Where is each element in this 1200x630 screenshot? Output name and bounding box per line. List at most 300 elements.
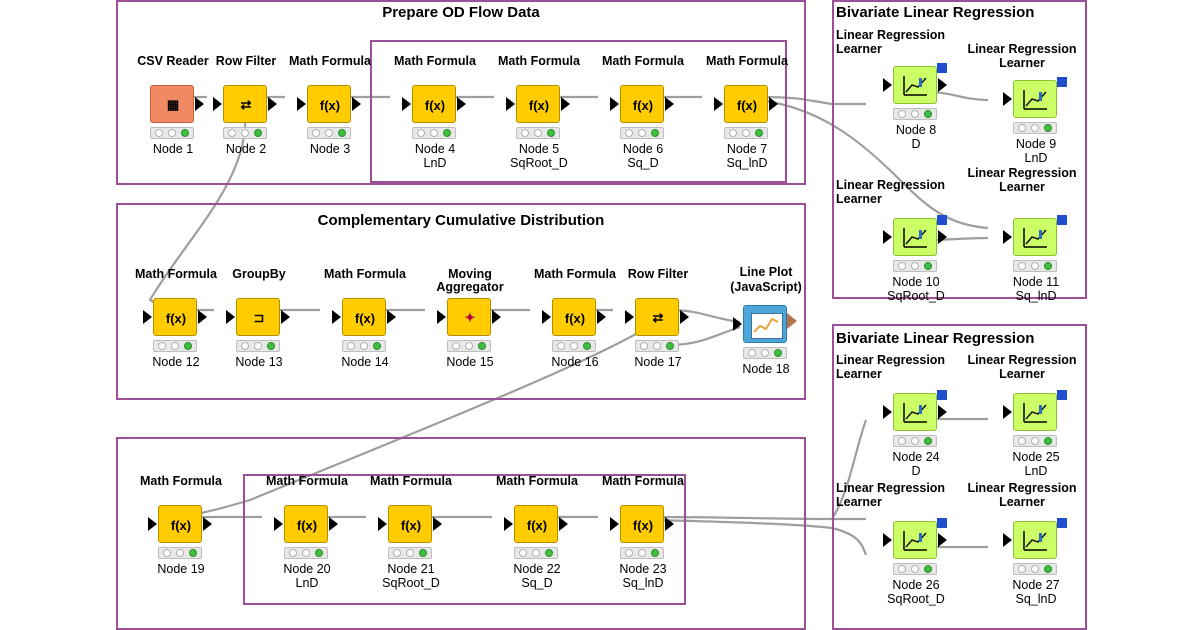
input-port[interactable] (143, 310, 152, 324)
status-dot-warn (176, 549, 184, 557)
node-status (635, 340, 679, 352)
node-id-text: Node 9 (1015, 137, 1057, 151)
status-dot-ok (1044, 565, 1052, 573)
node-annotation: Sq_lnD (726, 156, 768, 170)
status-dot-warn (911, 110, 919, 118)
status-dot-warn (254, 342, 262, 350)
math-formula-icon (552, 298, 596, 336)
node-id-text: Node 23 (619, 562, 667, 576)
status-dot-idle (155, 129, 163, 137)
node-annotation: LnD (423, 156, 447, 170)
input-port[interactable] (714, 97, 723, 111)
status-dot-ok (254, 129, 262, 137)
input-port[interactable] (883, 405, 892, 419)
math-formula-glyph: f(x) (170, 517, 192, 533)
status-dot-ok (1044, 262, 1052, 270)
output-port[interactable] (195, 97, 204, 111)
row-filter-glyph: ⇄ (652, 310, 664, 325)
output-port[interactable] (203, 517, 212, 531)
math-formula-glyph: f(x) (319, 97, 341, 113)
node-annotation: SqRoot_D (887, 289, 945, 303)
linear-regression-learner-icon (1013, 218, 1057, 256)
node-id-text: Node 15 (446, 355, 494, 369)
node-type-label: Line Plot (JavaScript) (730, 265, 802, 294)
status-dot-idle (625, 129, 633, 137)
node-id-text: Node 6 (622, 142, 664, 156)
input-port[interactable] (883, 78, 892, 92)
node-type-label: Math Formula (534, 267, 616, 281)
line-plot-chart-glyph (751, 313, 783, 339)
node-annotation: LnD (1024, 151, 1048, 165)
node-id-text: Node 2 (225, 142, 267, 156)
regression-glyph (1023, 402, 1049, 424)
node-annotation: D (911, 464, 921, 478)
node-annotation: LnD (295, 576, 319, 590)
status-dot-idle (312, 129, 320, 137)
node-type-label: Math Formula (496, 474, 578, 488)
input-port[interactable] (542, 310, 551, 324)
status-dot-warn (653, 342, 661, 350)
status-dot-idle (1018, 565, 1026, 573)
node-id-text: Node 7 (726, 142, 768, 156)
output-port[interactable] (559, 517, 568, 531)
node-annotation: Sq_D (521, 576, 553, 590)
output-port[interactable] (198, 310, 207, 324)
node-annotation: LnD (1024, 464, 1048, 478)
row-filter-icon (635, 298, 679, 336)
status-dot-ok (443, 129, 451, 137)
output-port[interactable] (938, 230, 947, 244)
output-port[interactable] (492, 310, 501, 324)
status-dot-ok (478, 342, 486, 350)
node-type-label: Linear Regression Learner (836, 481, 946, 509)
model-output-port[interactable] (937, 518, 947, 528)
node-type-label: Math Formula (266, 474, 348, 488)
input-port[interactable] (437, 310, 446, 324)
regression-glyph (1023, 227, 1049, 249)
node-type-label: Math Formula (324, 267, 406, 281)
status-dot-warn (171, 342, 179, 350)
node-type-label: Linear Regression Learner (836, 353, 946, 381)
status-dot-idle (521, 129, 529, 137)
status-dot-idle (729, 129, 737, 137)
input-port[interactable] (883, 230, 892, 244)
model-output-port[interactable] (937, 63, 947, 73)
node-type-label: Math Formula (135, 267, 217, 281)
node-id-label (682, 142, 812, 170)
status-dot-warn (570, 342, 578, 350)
output-port[interactable] (665, 517, 674, 531)
group-title-bivariate-linear-regression-top: Bivariate Linear Regression (836, 4, 1035, 21)
line-plot-svg (752, 314, 780, 336)
node-id-label (116, 562, 246, 576)
math-formula-glyph: f(x) (526, 517, 548, 533)
math-formula-glyph: f(x) (528, 97, 550, 113)
moving-aggregator-glyph: ✦ (464, 310, 476, 325)
node-type-label: Linear Regression Learner (967, 481, 1077, 509)
node-type-label: Row Filter (215, 54, 277, 68)
node-id-text: Node 17 (634, 355, 682, 369)
math-formula-icon (388, 505, 432, 543)
node-id-text: Node 10 (892, 275, 940, 289)
status-dot-warn (302, 549, 310, 557)
math-formula-glyph: f(x) (400, 517, 422, 533)
math-formula-icon (342, 298, 386, 336)
output-port[interactable] (938, 78, 947, 92)
status-dot-ok (419, 549, 427, 557)
math-formula-glyph: f(x) (354, 310, 376, 326)
input-port[interactable] (402, 97, 411, 111)
regression-glyph (903, 402, 929, 424)
status-dot-ok (545, 549, 553, 557)
math-formula-glyph: f(x) (165, 310, 187, 326)
status-dot-warn (638, 129, 646, 137)
node-id-text: Node 19 (157, 562, 205, 576)
status-dot-ok (267, 342, 275, 350)
math-formula-glyph: f(x) (736, 97, 758, 113)
node-status (447, 340, 491, 352)
node-status (150, 127, 194, 139)
regression-glyph (1023, 530, 1049, 552)
status-dot-idle (417, 129, 425, 137)
node-status (1013, 260, 1057, 272)
linear-regression-learner-icon (893, 393, 937, 431)
status-dot-ok (666, 342, 674, 350)
status-dot-ok (547, 129, 555, 137)
node-status (893, 108, 937, 120)
status-dot-warn (1031, 124, 1039, 132)
regression-glyph (903, 227, 929, 249)
model-output-port[interactable] (937, 215, 947, 225)
status-dot-ok (181, 129, 189, 137)
node-type-label: Math Formula (706, 54, 788, 68)
input-port[interactable] (297, 97, 306, 111)
node-status (1013, 122, 1057, 134)
status-dot-ok (184, 342, 192, 350)
status-dot-idle (898, 565, 906, 573)
node-status (620, 547, 664, 559)
input-port[interactable] (226, 310, 235, 324)
node-type-label: Linear Regression Learner (967, 353, 1077, 381)
status-dot-warn (1031, 565, 1039, 573)
node-status (724, 127, 768, 139)
status-dot-idle (898, 262, 906, 270)
status-dot-ok (1044, 124, 1052, 132)
regression-glyph (1023, 89, 1049, 111)
node-id-text: Node 3 (309, 142, 351, 156)
output-port[interactable] (938, 405, 947, 419)
node-type-label: Linear Regression Learner (836, 178, 946, 206)
linear-regression-learner-icon (1013, 80, 1057, 118)
input-port[interactable] (625, 310, 634, 324)
status-dot-warn (1031, 262, 1039, 270)
node-annotation: SqRoot_D (382, 576, 440, 590)
csv-reader-glyph: ▦ (166, 97, 180, 112)
status-dot-warn (241, 129, 249, 137)
math-formula-glyph: f(x) (296, 517, 318, 533)
node-type-label: Row Filter (627, 267, 689, 281)
model-output-port[interactable] (937, 390, 947, 400)
node-annotation: Sq_lnD (622, 576, 664, 590)
node-id-text: Node 16 (551, 355, 599, 369)
status-dot-idle (1018, 124, 1026, 132)
model-output-port[interactable] (1057, 77, 1067, 87)
status-dot-idle (393, 549, 401, 557)
node-id-text: Node 11 (1012, 275, 1060, 289)
model-output-port[interactable] (1057, 390, 1067, 400)
node-status (620, 127, 664, 139)
node-id-text: Node 20 (283, 562, 331, 576)
status-dot-idle (557, 342, 565, 350)
output-port[interactable] (597, 310, 606, 324)
input-port[interactable] (274, 517, 283, 531)
status-dot-idle (241, 342, 249, 350)
node-type-label: Moving Aggregator (436, 267, 504, 294)
node-id-text: Node 5 (518, 142, 560, 156)
status-dot-warn (534, 129, 542, 137)
node-type-label: Math Formula (370, 474, 452, 488)
input-port[interactable] (1003, 92, 1012, 106)
input-port[interactable] (883, 533, 892, 547)
status-dot-warn (742, 129, 750, 137)
status-dot-idle (163, 549, 171, 557)
node-id-text: Node 1 (152, 142, 194, 156)
status-dot-idle (640, 342, 648, 350)
status-dot-warn (168, 129, 176, 137)
linear-regression-learner-icon (1013, 521, 1057, 559)
node-annotation: Sq_lnD (1015, 592, 1057, 606)
node-annotation: Sq_lnD (1015, 289, 1057, 303)
node-annotation: Sq_D (627, 156, 659, 170)
node-id-label (971, 275, 1101, 303)
status-dot-warn (911, 437, 919, 445)
status-dot-ok (189, 549, 197, 557)
node-id-label (851, 275, 981, 303)
math-formula-glyph: f(x) (564, 310, 586, 326)
status-dot-ok (583, 342, 591, 350)
node-type-label: Linear Regression Learner (967, 42, 1077, 70)
node-annotation: D (911, 137, 921, 151)
node-type-label: Math Formula (498, 54, 580, 68)
node-id-text: Node 13 (235, 355, 283, 369)
status-dot-idle (1018, 437, 1026, 445)
node-id-label (851, 450, 981, 478)
node-type-label: Math Formula (289, 54, 371, 68)
input-port[interactable] (332, 310, 341, 324)
math-formula-glyph: f(x) (632, 97, 654, 113)
status-dot-ok (315, 549, 323, 557)
output-port[interactable] (268, 97, 277, 111)
status-dot-idle (1018, 262, 1026, 270)
math-formula-icon (158, 505, 202, 543)
node-status (223, 127, 267, 139)
regression-glyph (903, 75, 929, 97)
status-dot-idle (347, 342, 355, 350)
node-type-label: Math Formula (602, 54, 684, 68)
node-type-label: CSV Reader (137, 54, 209, 68)
node-type-label: Linear Regression Learner (836, 28, 946, 56)
status-dot-ok (924, 262, 932, 270)
math-formula-icon (620, 505, 664, 543)
output-port[interactable] (352, 97, 361, 111)
node-status (153, 340, 197, 352)
output-port[interactable] (433, 517, 442, 531)
node-type-label: Math Formula (602, 474, 684, 488)
status-dot-idle (898, 110, 906, 118)
status-dot-ok (1044, 437, 1052, 445)
input-port[interactable] (610, 517, 619, 531)
node-id-text: Node 8 (895, 123, 937, 137)
output-port[interactable] (387, 310, 396, 324)
node-id-text: Node 12 (152, 355, 200, 369)
input-port[interactable] (506, 97, 515, 111)
image-output-port[interactable] (787, 313, 797, 329)
status-dot-idle (625, 549, 633, 557)
status-dot-warn (638, 549, 646, 557)
linear-regression-learner-icon (1013, 393, 1057, 431)
node-status (1013, 435, 1057, 447)
node-status (388, 547, 432, 559)
node-status (412, 127, 456, 139)
group-title-complementary-cumulative-distribution: Complementary Cumulative Distribution (317, 212, 605, 229)
status-dot-warn (761, 349, 769, 357)
node-id-label (578, 562, 708, 590)
output-port[interactable] (561, 97, 570, 111)
input-port[interactable] (1003, 230, 1012, 244)
input-port[interactable] (213, 97, 222, 111)
status-dot-warn (325, 129, 333, 137)
node-annotation: SqRoot_D (510, 156, 568, 170)
output-port[interactable] (329, 517, 338, 531)
node-id-label (851, 578, 981, 606)
output-port[interactable] (281, 310, 290, 324)
node-id-text: Node 22 (513, 562, 561, 576)
node-id-text: Node 26 (892, 578, 940, 592)
node-status (236, 340, 280, 352)
status-dot-ok (774, 349, 782, 357)
linear-regression-learner-icon (893, 521, 937, 559)
node-id-text: Node 25 (1012, 450, 1060, 464)
groupby-icon (236, 298, 280, 336)
csv-reader-icon (150, 85, 194, 123)
status-dot-idle (228, 129, 236, 137)
input-port[interactable] (610, 97, 619, 111)
node-status (158, 547, 202, 559)
math-formula-icon (153, 298, 197, 336)
model-output-port[interactable] (1057, 518, 1067, 528)
group-title-bivariate-linear-regression-bottom: Bivariate Linear Regression (836, 330, 1035, 347)
output-port[interactable] (457, 97, 466, 111)
node-status (516, 127, 560, 139)
node-status (1013, 563, 1057, 575)
status-dot-ok (373, 342, 381, 350)
math-formula-glyph: f(x) (424, 97, 446, 113)
node-annotation: SqRoot_D (887, 592, 945, 606)
node-id-text: Node 21 (387, 562, 435, 576)
status-dot-ok (924, 110, 932, 118)
node-id-label (971, 578, 1101, 606)
status-dot-idle (452, 342, 460, 350)
status-dot-idle (158, 342, 166, 350)
node-id-label (971, 137, 1101, 165)
node-status (514, 547, 558, 559)
math-formula-icon (514, 505, 558, 543)
node-status (893, 563, 937, 575)
status-dot-ok (651, 549, 659, 557)
status-dot-warn (911, 262, 919, 270)
node-id-label (971, 450, 1101, 478)
output-port[interactable] (665, 97, 674, 111)
input-port[interactable] (378, 517, 387, 531)
output-port[interactable] (938, 533, 947, 547)
node-type-label: Math Formula (140, 474, 222, 488)
row-filter-glyph: ⇄ (240, 97, 252, 112)
input-port[interactable] (1003, 533, 1012, 547)
node-id-label (851, 123, 981, 151)
status-dot-warn (532, 549, 540, 557)
status-dot-warn (430, 129, 438, 137)
node-status (307, 127, 351, 139)
math-formula-icon (724, 85, 768, 123)
status-dot-warn (360, 342, 368, 350)
node-id-text: Node 27 (1012, 578, 1060, 592)
node-type-label: Math Formula (394, 54, 476, 68)
status-dot-ok (651, 129, 659, 137)
math-formula-glyph: f(x) (632, 517, 654, 533)
node-status (552, 340, 596, 352)
status-dot-ok (924, 437, 932, 445)
math-formula-icon (307, 85, 351, 123)
node-id-label (346, 562, 476, 590)
node-type-label: GroupBy (232, 267, 286, 281)
node-status (743, 347, 787, 359)
linear-regression-learner-icon (893, 66, 937, 104)
node-id-text: Node 4 (414, 142, 456, 156)
input-port[interactable] (148, 517, 157, 531)
status-dot-idle (748, 349, 756, 357)
output-port[interactable] (680, 310, 689, 324)
node-status (284, 547, 328, 559)
groupby-glyph: ⊐ (253, 310, 265, 325)
node-id-label (701, 362, 831, 376)
input-port[interactable] (733, 317, 742, 331)
math-formula-icon (412, 85, 456, 123)
status-dot-idle (519, 549, 527, 557)
math-formula-icon (516, 85, 560, 123)
input-port[interactable] (1003, 405, 1012, 419)
node-status (893, 260, 937, 272)
node-status (893, 435, 937, 447)
linear-regression-learner-icon (893, 218, 937, 256)
node-id-text: Node 24 (892, 450, 940, 464)
status-dot-warn (1031, 437, 1039, 445)
status-dot-idle (289, 549, 297, 557)
moving-aggregator-icon (447, 298, 491, 336)
line-plot-icon (743, 305, 787, 343)
math-formula-icon (284, 505, 328, 543)
status-dot-warn (406, 549, 414, 557)
node-status (342, 340, 386, 352)
input-port[interactable] (504, 517, 513, 531)
status-dot-warn (465, 342, 473, 350)
model-output-port[interactable] (1057, 215, 1067, 225)
group-title-prepare-od-flow-data: Prepare OD Flow Data (382, 4, 540, 21)
status-dot-ok (924, 565, 932, 573)
output-port[interactable] (769, 97, 778, 111)
row-filter-icon (223, 85, 267, 123)
status-dot-ok (338, 129, 346, 137)
regression-glyph (903, 530, 929, 552)
